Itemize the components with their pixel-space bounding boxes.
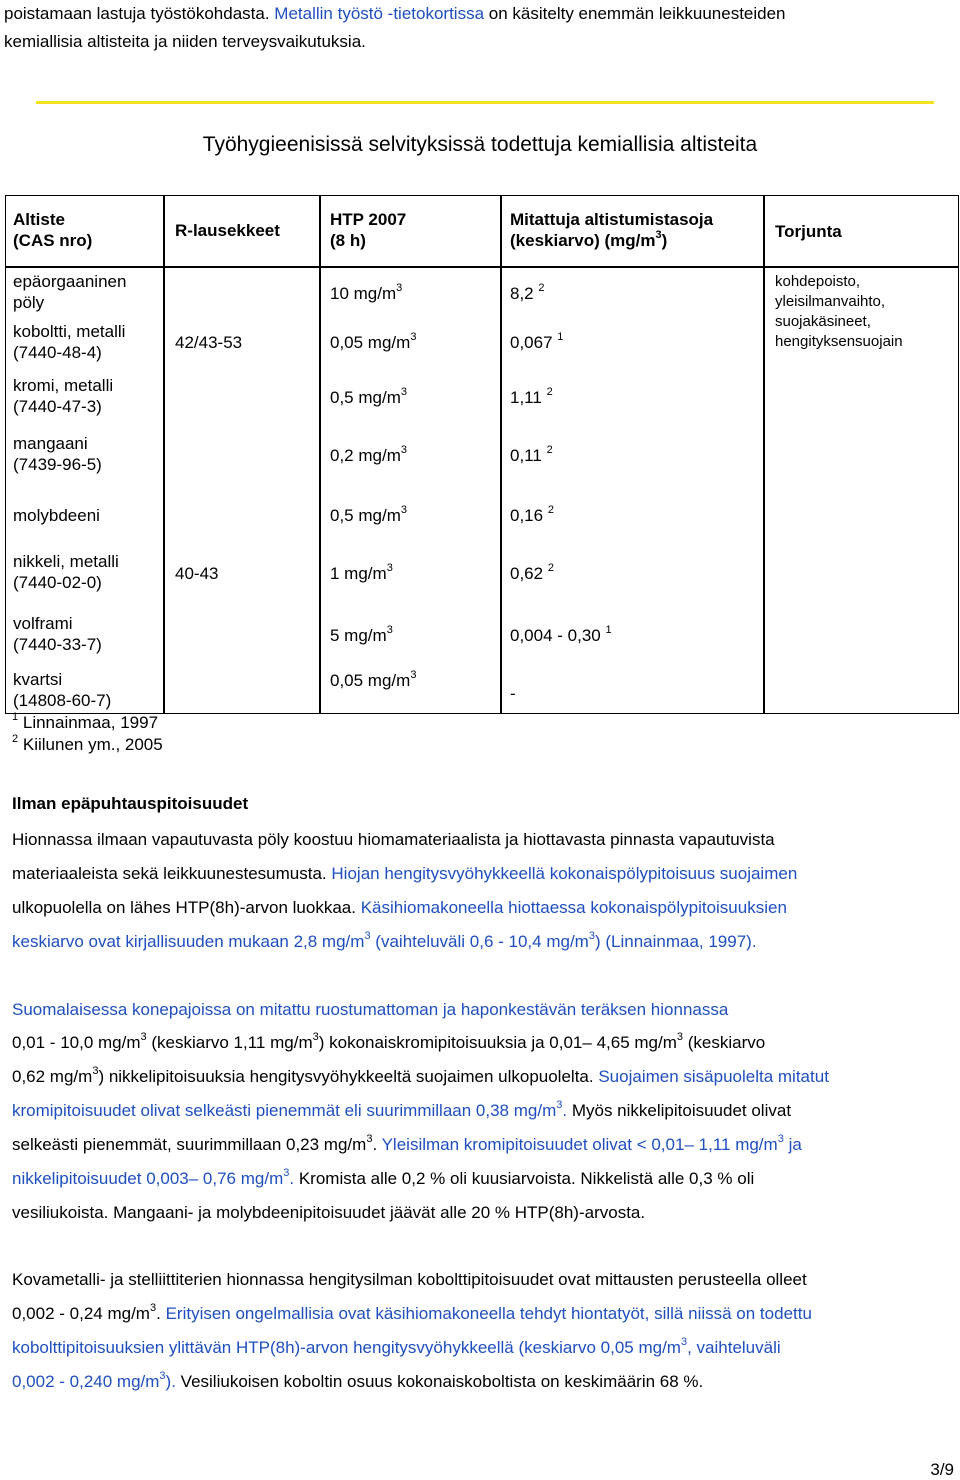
table-title: Työhygieenisissä selvityksissä todettuja kemiallisia altisteita xyxy=(202,133,758,156)
header-altiste xyxy=(13,209,92,251)
paragraph-line: keskiarvo ovat kirjallisuuden mukaan 2,8 $mg/m^3$ (vaihteluväli 0,6 - 10,4 $mg/m^3$) (Linnainmaa, 1997). xyxy=(12,930,757,951)
altiste-cas: (7440-47-3) xyxy=(13,397,102,416)
altiste-name: kromi, metalli xyxy=(13,376,114,395)
intro-text-end: on käsitelty enemmän leikkuunesteiden xyxy=(488,4,786,23)
header-htp xyxy=(330,209,406,251)
altiste-cas: (7440-02-0) xyxy=(13,573,102,592)
table-header-divider xyxy=(5,266,959,268)
paragraph-line: kromipitoisuudet olivat selkeästi pienemmät eli suurimmillaan 0,38 $mg/m^3$. Myös nikkelipitoisuudet olivat xyxy=(12,1099,792,1120)
page-number: 3/9 xyxy=(930,1460,954,1479)
altiste-cas: (14808-60-7) xyxy=(13,691,112,710)
paragraph-line: 0,62 $mg/m^3$) nikkelipitoisuuksia hengitysvyöhykkeeltä suojaimen ulkopuolelta. Suojaimen sisäpuolelta mitatut xyxy=(12,1065,829,1086)
table-row-altiste xyxy=(13,669,111,711)
measured-value: 0,11 $^2$ xyxy=(510,444,553,465)
measured-value: 8,2 $^2$ xyxy=(510,282,545,303)
paragraph-line: materiaaleista sekä leikkuunestesumusta. Hiojan hengitysvyöhykkeellä kokonaispölypitoisuus suojaimen xyxy=(12,864,798,883)
altiste-name: mangaani xyxy=(13,434,88,453)
htp-value: 10 $mg/m^3$ xyxy=(330,282,403,303)
altiste-cas: (7439-96-5) xyxy=(13,455,102,474)
table-column-divider xyxy=(319,195,321,714)
section-divider xyxy=(36,101,934,104)
intro-line-2: kemiallisia altisteita ja niiden terveysvaikutuksia. xyxy=(4,32,366,51)
paragraph-line: ulkopuolella on lähes HTP(8h)-arvon luokkaa. Käsihiomakoneella hiottaessa kokonaispölypitoisuuksien xyxy=(12,898,787,917)
table-row-altiste xyxy=(13,551,119,593)
altiste-name: molybdeeni xyxy=(13,506,100,525)
table-row-altiste xyxy=(13,321,125,363)
paragraph-line: selkeästi pienemmät, suurimmillaan 0,23 $mg/m^3$. Yleisilman kromipitoisuudet olivat < 0,01– 1,11 $mg/m^3$ ja xyxy=(12,1133,802,1154)
altiste-name: volframi xyxy=(13,614,73,633)
intro-text-start: poistamaan lastuja työstökohdasta. xyxy=(4,4,270,23)
measured-value: 0,067 $^1$ xyxy=(510,331,564,352)
intro-text xyxy=(4,0,786,56)
footnote: $^2$ Kiilunen ym., 2005 xyxy=(12,733,163,754)
header-htp-label: HTP 2007 xyxy=(330,210,407,229)
table-row-altiste xyxy=(13,375,113,417)
measured-value: - xyxy=(510,684,516,703)
header-mitattuja-unit: (keskiarvo) $(mg/m^3)$ xyxy=(510,229,668,250)
metallin-tyosto-link[interactable]: Metallin työstö -tietokortissa xyxy=(274,4,485,23)
measured-value: 0,004 - 0,30 $^1$ xyxy=(510,624,612,645)
table-row-altiste xyxy=(13,271,126,313)
table-column-divider xyxy=(163,195,165,714)
header-htp-duration: (8 h) xyxy=(330,231,366,250)
altiste-cas: (7440-48-4) xyxy=(13,343,102,362)
altiste-name: epäorgaaninen xyxy=(13,272,127,291)
intro-line-1 xyxy=(4,0,786,28)
paragraph-line: 0,01 - 10,0 $mg/m^3$ (keskiarvo 1,11 $mg/m^3$) kokonaiskromipitoisuuksia ja 0,01– 4,65 $mg/m^3$ (keskiarvo xyxy=(12,1031,766,1052)
measured-value: 0,16 $^2$ xyxy=(510,504,554,525)
measured-value: 1,11 $^2$ xyxy=(510,386,553,407)
header-mitattuja-label: Mitattuja altistumistasoja xyxy=(510,210,714,229)
table-column-divider xyxy=(763,195,765,714)
measured-value: 0,62 $^2$ xyxy=(510,562,554,583)
header-r-lausekkeet: R-lausekkeet xyxy=(175,221,280,240)
torjunta-line: hengityksensuojain xyxy=(775,333,903,350)
htp-value: 0,2 $mg/m^3$ xyxy=(330,444,407,465)
table-row-altiste xyxy=(13,505,100,526)
htp-value: 0,5 $mg/m^3$ xyxy=(330,504,407,525)
header-cas-label: (CAS nro) xyxy=(13,231,93,250)
torjunta-line: kohdepoisto, xyxy=(775,273,861,290)
header-altiste-label: Altiste xyxy=(13,210,65,229)
paragraph-line: vesiliukoista. Mangaani- ja molybdeenipitoisuudet jäävät alle 20 % HTP(8h)-arvosta. xyxy=(12,1203,646,1222)
table-row-altiste xyxy=(13,613,102,655)
torjunta-text xyxy=(775,272,903,352)
table-row-altiste xyxy=(13,433,102,475)
altiste-cas: pöly xyxy=(13,293,45,312)
torjunta-line: suojakäsineet, xyxy=(775,313,871,330)
altiste-name: nikkeli, metalli xyxy=(13,552,119,571)
htp-value: 5 $mg/m^3$ xyxy=(330,624,393,645)
torjunta-line: yleisilmanvaihto, xyxy=(775,293,886,310)
paragraph-line: Hionnassa ilmaan vapautuvasta pöly koostuu hiomamateriaalista ja hiottavasta pinnasta vapautuvista xyxy=(12,830,775,849)
paragraph-line: kobolttipitoisuuksien ylittävän HTP(8h)-arvon hengitysvyöhykkeellä (keskiarvo 0,05 $mg/m^3$, vaihteluväli xyxy=(12,1336,781,1357)
header-torjunta: Torjunta xyxy=(775,222,842,241)
r-lauseke-value: 40-43 xyxy=(175,564,219,583)
paragraph-line: Kovametalli- ja stelliittiterien hionnassa hengitysilman kobolttipitoisuudet ovat mittausten perusteella olleet xyxy=(12,1270,807,1289)
section-heading: Ilman epäpuhtauspitoisuudet xyxy=(12,794,249,813)
htp-value: 0,5 $mg/m^3$ xyxy=(330,386,407,407)
altiste-cas: (7440-33-7) xyxy=(13,635,102,654)
altiste-name: kvartsi xyxy=(13,670,63,689)
table-column-divider xyxy=(500,195,502,714)
htp-value: 0,05 $mg/m^3$ xyxy=(330,331,417,352)
table-footnotes xyxy=(12,712,163,756)
paragraph-line: nikkelipitoisuudet 0,003– 0,76 $mg/m^3$. Kromista alle 0,2 % oli kuusiarvoista. Nikkelistä alle 0,3 % oli xyxy=(12,1167,755,1188)
paragraph-line: 0,002 - 0,24 $mg/m^3$. Erityisen ongelmallisia ovat käsihiomakoneella tehdyt hiontatyöt, sillä niissä on todettu xyxy=(12,1302,812,1323)
paragraph-line: Suomalaisessa konepajoissa on mitattu ruostumattoman ja haponkestävän teräksen hionnassa xyxy=(12,1000,729,1019)
r-lauseke-value: 42/43-53 xyxy=(175,333,243,352)
footnote: $^1$ Linnainmaa, 1997 xyxy=(12,711,159,732)
header-mitattuja xyxy=(510,209,713,251)
paragraph-line: 0,002 - 0,240 $mg/m^3$). Vesiliukoisen koboltin osuus kokonaiskoboltista on keskimäärin 68 %. xyxy=(12,1370,704,1391)
htp-value: 0,05 $mg/m^3$ xyxy=(330,669,417,690)
altiste-name: koboltti, metalli xyxy=(13,322,126,341)
htp-value: 1 $mg/m^3$ xyxy=(330,562,393,583)
